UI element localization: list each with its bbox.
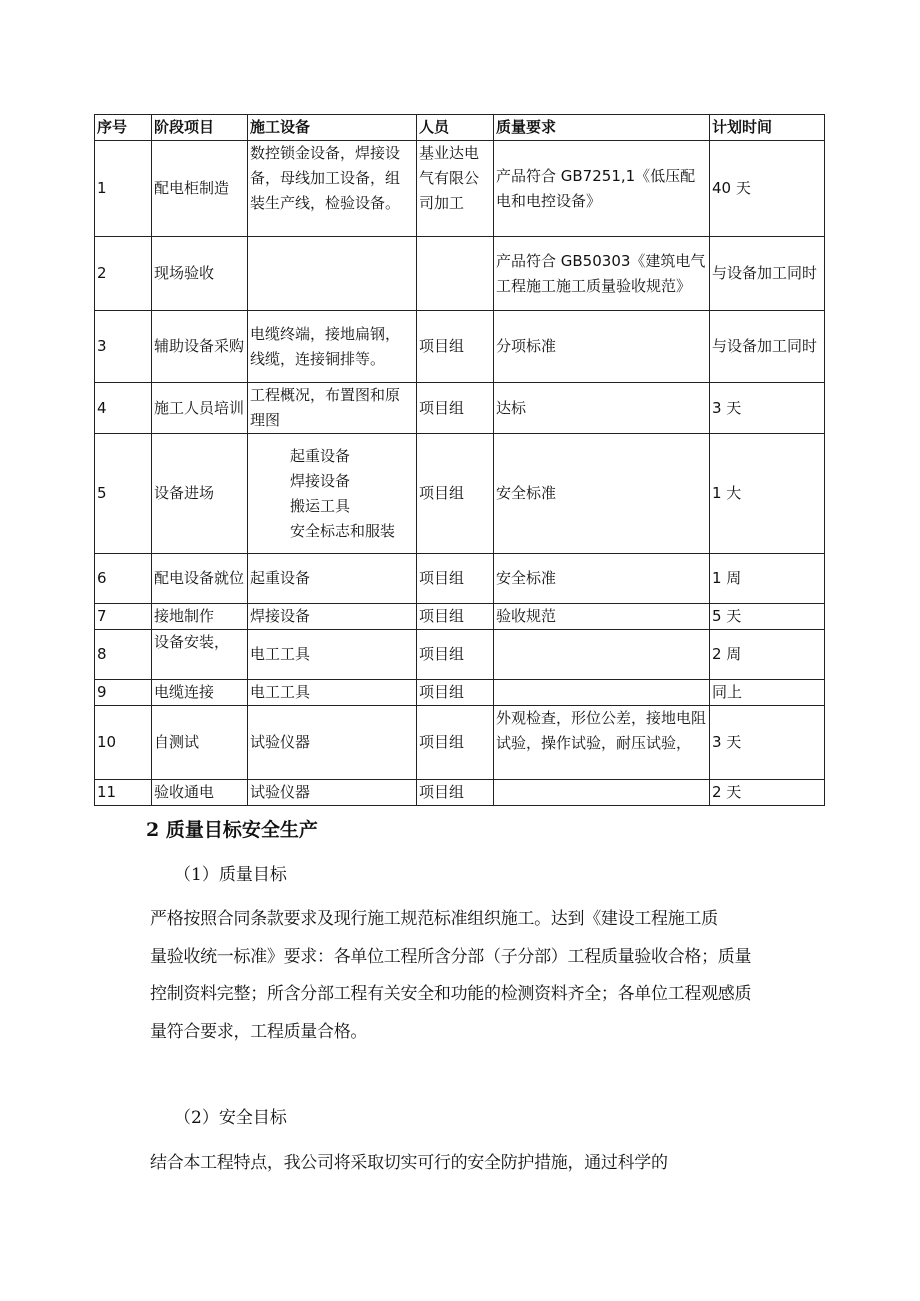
- cell-no: 8: [95, 630, 152, 680]
- cell-stage: 配电柜制造: [152, 141, 248, 237]
- table-row: [95, 680, 825, 706]
- cell-equipment: [248, 237, 417, 311]
- cell-time: 2 天: [710, 780, 825, 806]
- cell-no: 10: [95, 706, 152, 780]
- cell-quality: [494, 630, 710, 680]
- cell-quality: 产品符合 GB7251,1《低压配电和电控设备》: [494, 141, 710, 237]
- cell-no: 3: [95, 311, 152, 383]
- cell-equipment: 试验仪器: [248, 780, 417, 806]
- cell-no: 11: [95, 780, 152, 806]
- table-row: [95, 434, 825, 554]
- table-row: [95, 604, 825, 630]
- table-header-row: [95, 115, 825, 141]
- cell-equipment: 电缆终端，接地扁钢，线缆，连接铜排等。: [248, 311, 417, 383]
- cell-equipment: 焊接设备: [248, 604, 417, 630]
- cell-quality: 达标: [494, 383, 710, 434]
- paragraph-line: 控制资料完整；所含分部工程有关安全和功能的检测资料齐全；各单位工程观感质: [150, 984, 752, 1004]
- cell-time: 40 天: [710, 141, 825, 237]
- cell-stage: 接地制作: [152, 604, 248, 630]
- equipment-item: 搬运工具: [290, 496, 351, 515]
- cell-staff: 项目组: [417, 780, 494, 806]
- cell-no: 2: [95, 237, 152, 311]
- table-row: [95, 630, 825, 680]
- cell-stage: 设备进场: [152, 434, 248, 554]
- paragraph-line: 量验收统一标准》要求：各单位工程所含分部（子分部）工程质量验收合格；质量: [150, 946, 752, 967]
- cell-quality: 外观检查，形位公差，接地电阻试验，操作试验，耐压试验，: [494, 706, 710, 780]
- paragraph-line: 量符合要求，工程质量合格。: [150, 1021, 368, 1042]
- table-row: [95, 311, 825, 383]
- table-row: [95, 706, 825, 780]
- cell-staff: 项目组: [417, 680, 494, 706]
- header-staff: 人员: [417, 115, 494, 141]
- table-row: [95, 554, 825, 604]
- cell-stage: 配电设备就位: [152, 554, 248, 604]
- table-row: [95, 780, 825, 806]
- cell-staff: 项目组: [417, 706, 494, 780]
- cell-stage: 电缆连接: [152, 680, 248, 706]
- cell-staff: 项目组: [417, 554, 494, 604]
- equipment-item: 安全标志和服装: [290, 521, 396, 540]
- equipment-item: 起重设备: [290, 446, 351, 465]
- cell-time: 3 天: [710, 706, 825, 780]
- cell-equipment: 电工工具: [248, 630, 417, 680]
- cell-stage: 自测试: [152, 706, 248, 780]
- cell-time: 5 天: [710, 604, 825, 630]
- cell-quality: 安全标准: [494, 434, 710, 554]
- header-quality: 质量要求: [494, 115, 710, 141]
- cell-quality: 安全标准: [494, 554, 710, 604]
- cell-equipment: 数控锁金设备，焊接设备，母线加工设备，组装生产线，检验设备。: [248, 141, 417, 237]
- cell-time: 与设备加工同时: [710, 311, 825, 383]
- cell-staff: 项目组: [417, 434, 494, 554]
- equipment-item: 焊接设备: [290, 471, 351, 490]
- cell-equipment: 起重设备: [248, 554, 417, 604]
- quality-goal-paragraph: [150, 901, 826, 1051]
- safety-goal-paragraph: [150, 1145, 826, 1183]
- cell-quality: [494, 780, 710, 806]
- quality-goal-title: （1）质量目标: [174, 865, 287, 885]
- cell-stage: 辅助设备采购: [152, 311, 248, 383]
- table-row: [95, 383, 825, 434]
- header-no: 序号: [95, 115, 152, 141]
- cell-time: 1 周: [710, 554, 825, 604]
- cell-no: 9: [95, 680, 152, 706]
- cell-quality: 分项标准: [494, 311, 710, 383]
- cell-staff: 项目组: [417, 383, 494, 434]
- cell-quality: 产品符合 GB50303《建筑电气工程施工施工质量验收规范》: [494, 237, 710, 311]
- cell-time: 3 天: [710, 383, 825, 434]
- header-stage: 阶段项目: [152, 115, 248, 141]
- section-heading: 2 质量目标安全生产: [146, 819, 318, 841]
- cell-equipment: 试验仪器: [248, 706, 417, 780]
- cell-time: 同上: [710, 680, 825, 706]
- paragraph-line: 严格按照合同条款要求及现行施工规范标准组织施工。达到《建设工程施工质: [150, 909, 718, 929]
- cell-staff: 项目组: [417, 604, 494, 630]
- cell-no: 6: [95, 554, 152, 604]
- cell-staff: 项目组: [417, 311, 494, 383]
- cell-quality: [494, 680, 710, 706]
- cell-quality: 验收规范: [494, 604, 710, 630]
- cell-stage: 施工人员培训: [152, 383, 248, 434]
- cell-time: 与设备加工同时: [710, 237, 825, 311]
- cell-staff: 基业达电气有限公司加工: [417, 141, 494, 237]
- cell-stage: 设备安装，: [152, 630, 248, 680]
- paragraph-line: 结合本工程特点，我公司将采取切实可行的安全防护措施，通过科学的: [150, 1153, 668, 1173]
- cell-staff: 项目组: [417, 630, 494, 680]
- cell-equipment: 工程概况，布置图和原理图: [248, 383, 417, 434]
- cell-no: 1: [95, 141, 152, 237]
- cell-time: 1 大: [710, 434, 825, 554]
- construction-schedule-table: [94, 114, 825, 806]
- cell-equipment: 电工工具: [248, 680, 417, 706]
- safety-goal-title: （2）安全目标: [174, 1108, 287, 1128]
- cell-stage: 验收通电: [152, 780, 248, 806]
- table-row: [95, 141, 825, 237]
- cell-equipment-list: [248, 434, 417, 554]
- table-row: [95, 237, 825, 311]
- cell-no: 4: [95, 383, 152, 434]
- cell-staff: [417, 237, 494, 311]
- cell-stage: 现场验收: [152, 237, 248, 311]
- header-equipment: 施工设备: [248, 115, 417, 141]
- cell-no: 7: [95, 604, 152, 630]
- cell-no: 5: [95, 434, 152, 554]
- cell-time: 2 周: [710, 630, 825, 680]
- header-time: 计划时间: [710, 115, 825, 141]
